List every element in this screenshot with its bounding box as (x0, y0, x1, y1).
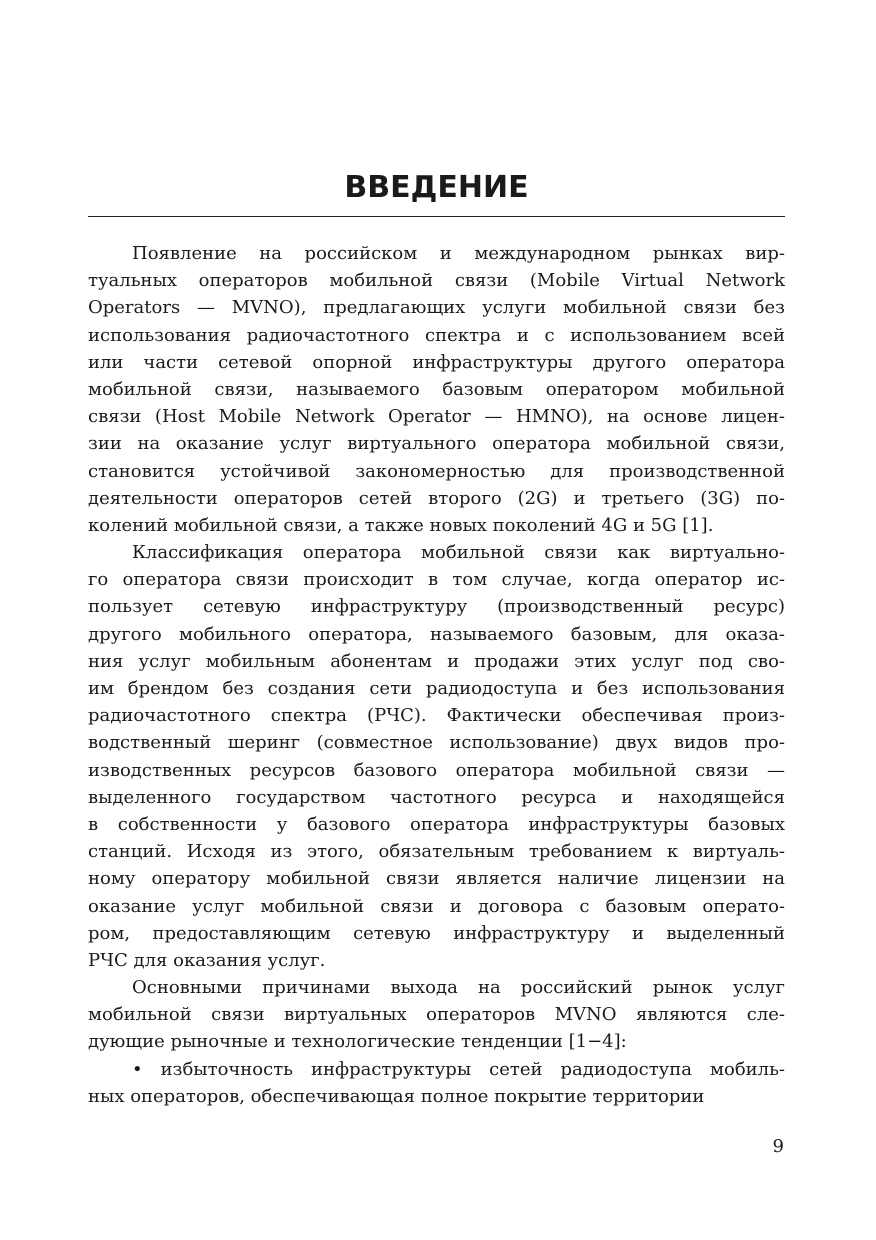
paragraph (88, 240, 785, 539)
text-line: Появление на российском и международном рынках вир- (132, 243, 785, 264)
text-line: РЧС для оказания услуг. (88, 949, 326, 971)
text-line: связи (Host Mobile Network Operator — HMNO), на основе лицен- (88, 406, 785, 428)
text-line: зии на оказание услуг виртуального оператора мобильной связи, (88, 433, 785, 455)
text-line: Operators — MVNO), предлагающих услуги мобильной связи без (88, 297, 785, 319)
text-line: изводственных ресурсов базового оператора мобильной связи — (88, 759, 785, 781)
text-line: пользует сетевую инфраструктуру (производственный ресурс) (88, 596, 785, 618)
text-line: ному оператору мобильной связи является наличие лицензии на (88, 868, 785, 890)
paragraph (88, 974, 785, 1056)
chapter-heading: ВВЕДЕНИЕ (344, 170, 529, 205)
paragraph (88, 539, 785, 974)
text-line: ром, предоставляющим сетевую инфраструктуру и выделенный (88, 922, 785, 944)
text-line: радиочастотного спектра (РЧС). Фактически обеспечивая произ- (88, 705, 785, 727)
text-line: другого мобильного оператора, называемого базовым, для оказа- (88, 623, 785, 645)
text-line: водственный шеринг (совместное использование) двух видов про- (88, 732, 785, 754)
text-line: ных операторов, обеспечивающая полное покрытие территории (88, 1085, 705, 1107)
text-line: Основными причинами выхода на российский рынок услуг (132, 977, 785, 999)
text-line: • избыточность инфраструктуры сетей радиодоступа мобиль- (132, 1058, 785, 1080)
text-line: им брендом без создания сети радиодоступа и без использования (88, 678, 785, 699)
body-text (88, 240, 785, 1110)
text-line: туальных операторов мобильной связи (Mobile Virtual Network (88, 270, 785, 292)
text-line: колений мобильной связи, а также новых поколений 4G и 5G [1]. (88, 514, 714, 536)
text-line: станций. Исходя из этого, обязательным требованием к виртуаль- (88, 841, 785, 863)
page-number: 9 (772, 1136, 784, 1157)
heading-rule (88, 216, 785, 217)
text-line: го оператора связи происходит в том случае, когда оператор ис- (88, 569, 785, 591)
text-line: деятельности операторов сетей второго (2G) и третьего (3G) по- (88, 487, 785, 509)
text-line: использования радиочастотного спектра и с использованием всей (88, 324, 785, 346)
text-line: оказание услуг мобильной связи и договора с базовым операто- (88, 895, 785, 917)
text-line: ния услуг мобильным абонентам и продажи этих услуг под сво- (88, 650, 785, 672)
text-line: становится устойчивой закономерностью для производственной (88, 460, 785, 482)
text-line: дующие рыночные и технологические тенденции [1−4]: (88, 1031, 627, 1053)
text-line: мобильной связи виртуальных операторов MVNO являются сле- (88, 1004, 785, 1026)
text-line: мобильной связи, называемого базовым оператором мобильной (88, 378, 785, 400)
text-line: или части сетевой опорной инфраструктуры другого оператора (88, 351, 785, 373)
paragraph (88, 1056, 785, 1110)
text-line: выделенного государством частотного ресурса и находящейся (88, 786, 785, 808)
text-line: в собственности у базового оператора инфраструктуры базовых (88, 813, 785, 835)
text-line: Классификация оператора мобильной связи как виртуально- (132, 542, 785, 564)
